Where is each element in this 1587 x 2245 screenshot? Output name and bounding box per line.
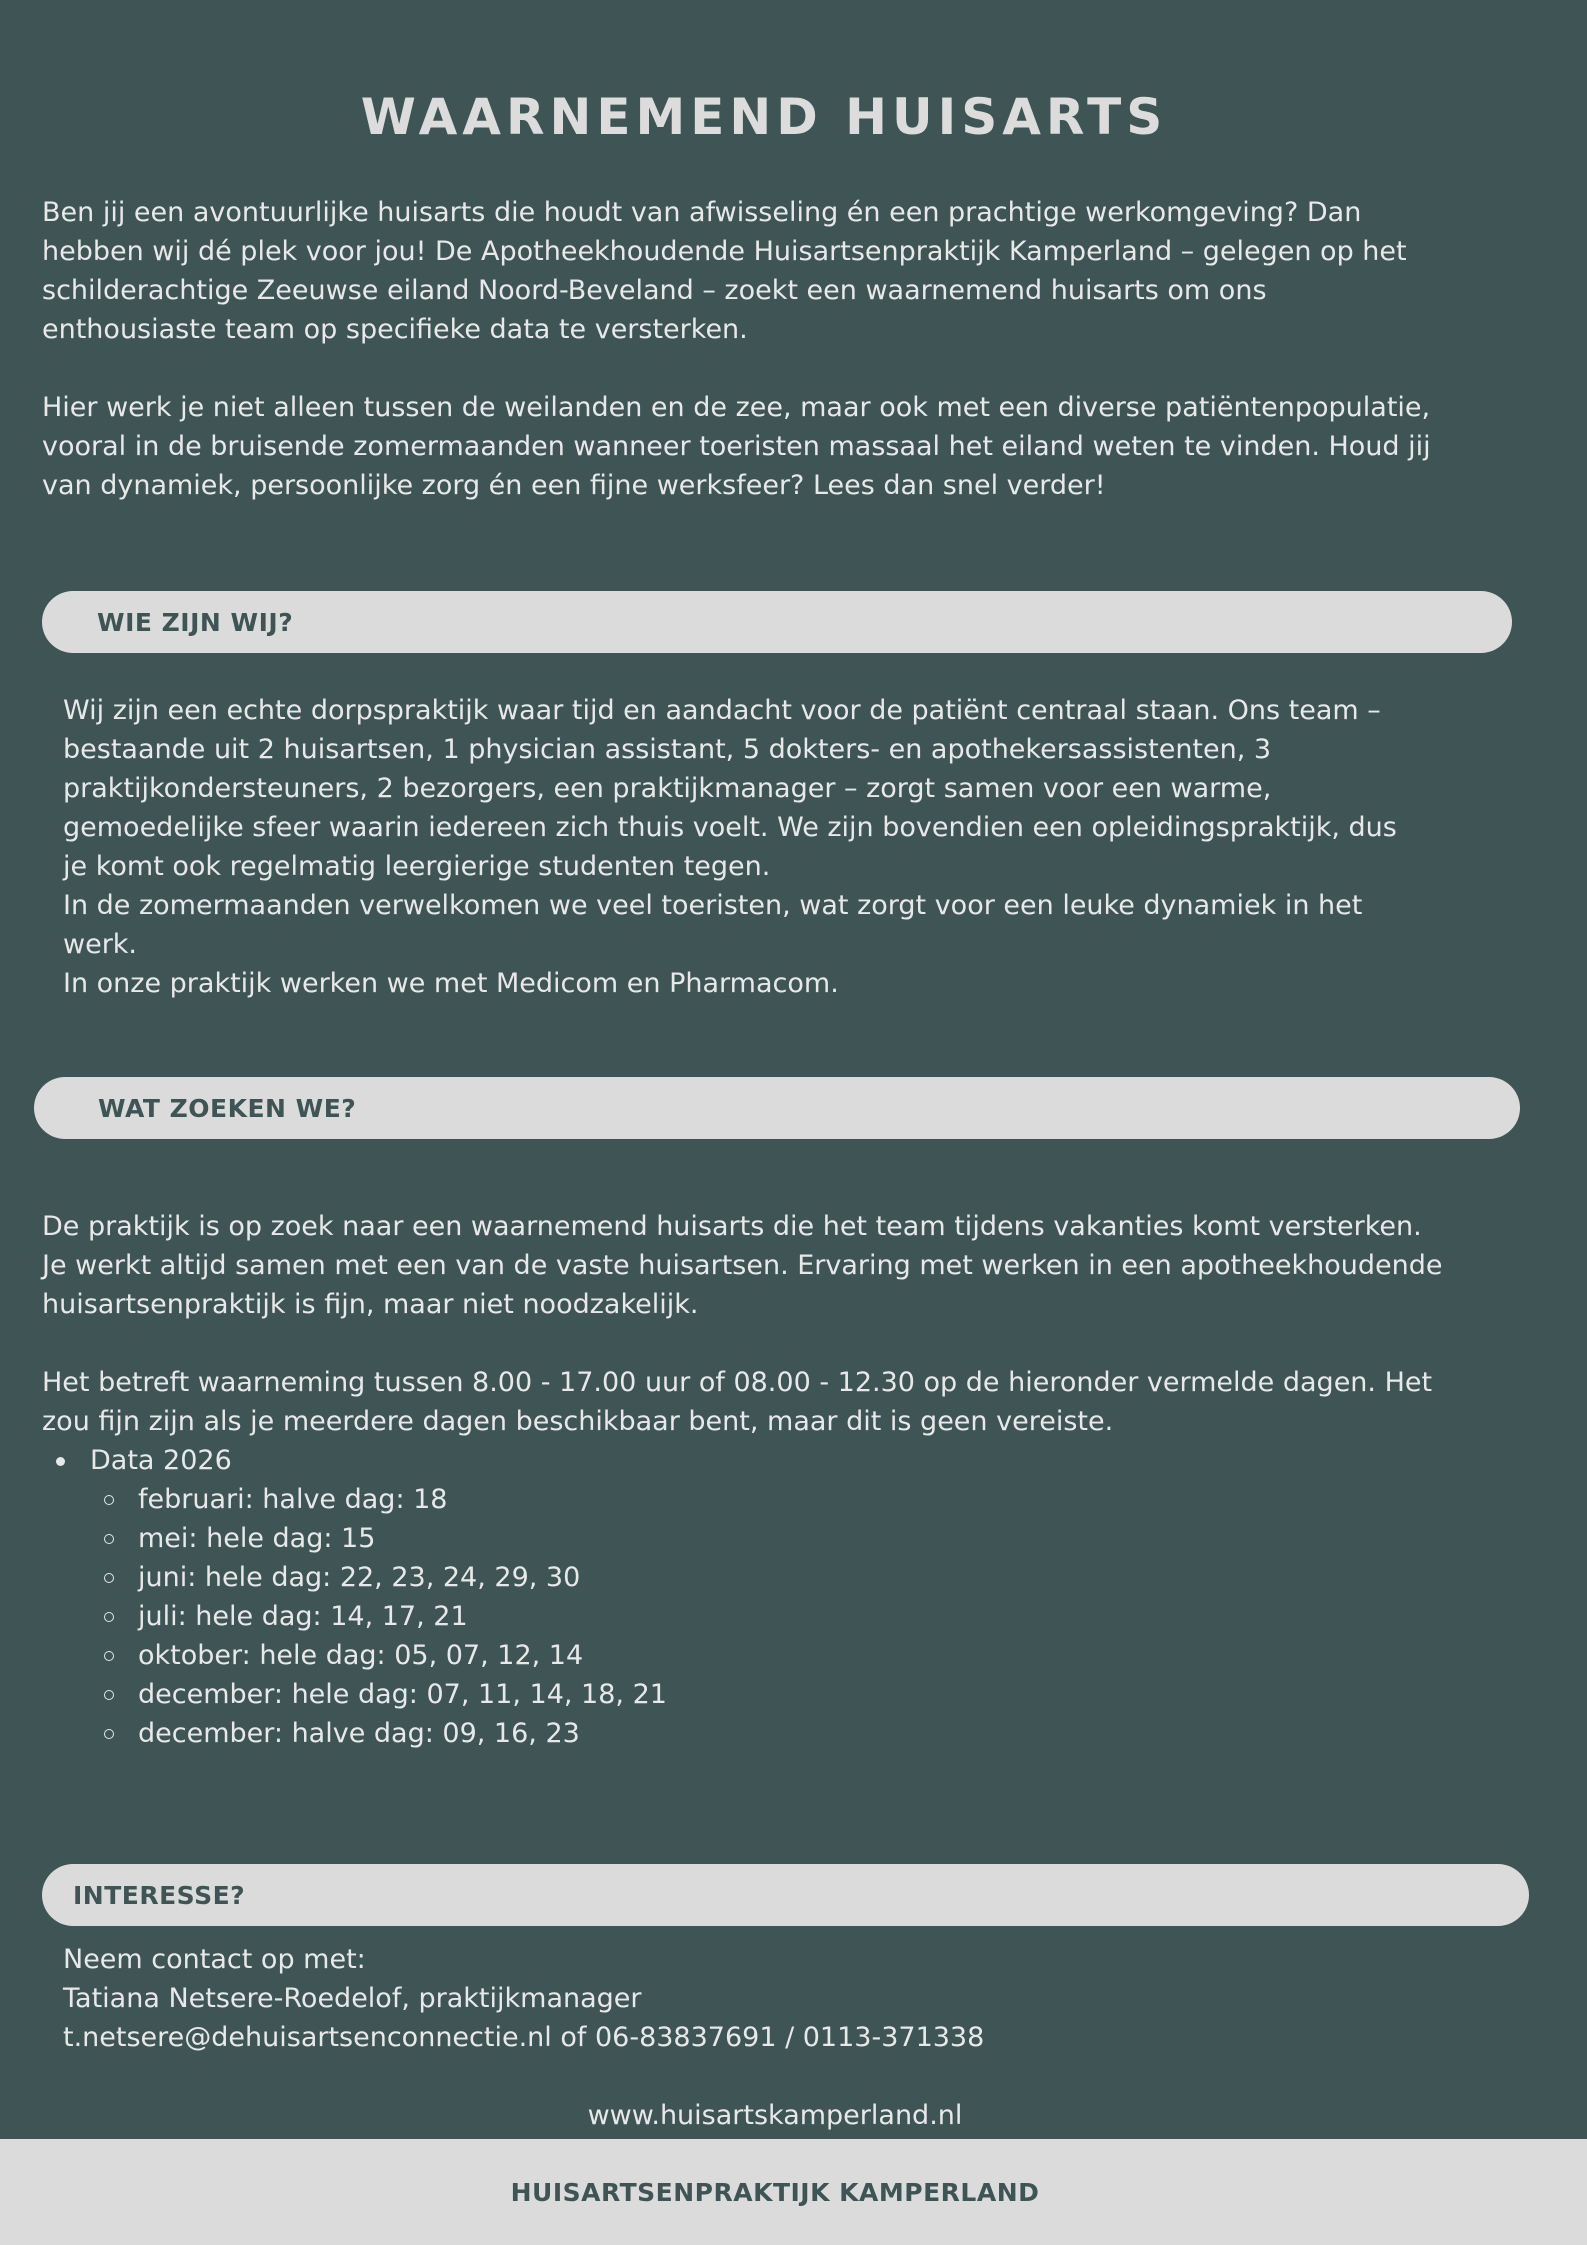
section-header-interesse — [42, 1864, 1529, 1926]
footer-bar — [0, 2139, 1587, 2245]
contact-line: Neem contact op met: — [63, 1944, 366, 1975]
wat-zoeken-we-paragraph-2 — [42, 1363, 1432, 1441]
page-title: WAARNEMEND HUISARTS — [360, 88, 1168, 146]
wat-line: huisartsenpraktijk is fijn, maar niet noodzakelijk. — [42, 1289, 699, 1320]
wie-line: werk. — [63, 929, 138, 960]
wie-line: gemoedelijke sfeer waarin iedereen zich thuis voelt. We zijn bovendien een opleidingspraktijk, dus — [63, 812, 1397, 843]
intro-line: enthousiaste team op specifieke data te versterken. — [42, 314, 748, 345]
wat-line: De praktijk is op zoek naar een waarnemend huisarts die het team tijdens vakanties komt versterken. — [42, 1211, 1422, 1242]
section-header-wat-zoeken-we — [34, 1077, 1520, 1139]
intro-line: hebben wij dé plek voor jou! De Apotheekhoudende Huisartsenpraktijk Kamperland – gelegen op het — [42, 236, 1407, 267]
section-heading: WAT ZOEKEN WE? — [98, 1093, 357, 1123]
wat-line: Het betreft waarneming tussen 8.00 - 17.00 uur of 08.00 - 12.30 op de hieronder vermelde dagen. Het — [42, 1367, 1433, 1398]
wie-line: bestaande uit 2 huisartsen, 1 physician assistant, 5 dokters- en apothekersassistenten, 3 — [63, 734, 1272, 765]
footer-label: HUISARTSENPRAKTIJK KAMPERLAND — [510, 2177, 1040, 2207]
contact-email[interactable]: t.netsere@dehuisartsenconnectie.nl of 06-83837691 / 0113-371338 — [63, 2022, 985, 2053]
contact-line: Tatiana Netsere-Roedelof, praktijkmanager — [63, 1983, 642, 2014]
intro-paragraph-2 — [42, 388, 1431, 505]
intro-line: Hier werk je niet alleen tussen de weilanden en de zee, maar ook met een diverse patiëntenpopulatie, — [42, 392, 1431, 423]
list-item: Data 2026 — [42, 1441, 667, 1480]
date-item: mei: hele dag: 15 — [42, 1519, 667, 1558]
intro-line: Ben jij een avontuurlijke huisarts die houdt van afwisseling én een prachtige werkomgeving? Dan — [42, 197, 1362, 228]
wat-line: zou fijn zijn als je meerdere dagen beschikbaar bent, maar dit is geen vereiste. — [42, 1406, 1114, 1437]
section-header-wie-zijn-wij — [42, 591, 1512, 653]
intro-line: vooral in de bruisende zomermaanden wanneer toeristen massaal het eiland weten te vinden. Houd jij — [42, 431, 1431, 462]
intro-line: schilderachtige Zeeuwse eiland Noord-Beveland – zoekt een waarnemend huisarts om ons — [42, 275, 1267, 306]
date-item: december: hele dag: 07, 11, 14, 18, 21 — [42, 1675, 667, 1714]
dates-list — [42, 1441, 667, 1753]
intro-paragraph-1 — [42, 193, 1407, 349]
wat-zoeken-we-paragraph-1 — [42, 1207, 1442, 1324]
wie-line: je komt ook regelmatig leergierige studenten tegen. — [63, 851, 771, 882]
date-item: oktober: hele dag: 05, 07, 12, 14 — [42, 1636, 667, 1675]
contact-paragraph — [63, 1940, 984, 2057]
website-link[interactable]: www.huisartskamperland.nl — [587, 2100, 963, 2131]
wie-line: In onze praktijk werken we met Medicom en Pharmacom. — [63, 968, 839, 999]
wie-line: Wij zijn een echte dorpspraktijk waar tijd en aandacht voor de patiënt centraal staan. Ons team – — [63, 695, 1381, 726]
date-item: juli: hele dag: 14, 17, 21 — [42, 1597, 667, 1636]
date-item: juni: hele dag: 22, 23, 24, 29, 30 — [42, 1558, 667, 1597]
wie-line: praktijkondersteuners, 2 bezorgers, een praktijkmanager – zorgt samen voor een warme, — [63, 773, 1272, 804]
wie-zijn-wij-paragraph — [63, 691, 1397, 1003]
section-heading: INTERESSE? — [73, 1880, 246, 1910]
wie-line: In de zomermaanden verwelkomen we veel toeristen, wat zorgt voor een leuke dynamiek in het — [63, 890, 1363, 921]
date-item: februari: halve dag: 18 — [42, 1480, 667, 1519]
intro-line: van dynamiek, persoonlijke zorg én een fijne werksfeer? Lees dan snel verder! — [42, 470, 1106, 501]
section-heading: WIE ZIJN WIJ? — [97, 607, 294, 637]
wat-line: Je werkt altijd samen met een van de vaste huisartsen. Ervaring met werken in een apotheekhoudende — [42, 1250, 1443, 1281]
date-item: december: halve dag: 09, 16, 23 — [42, 1714, 667, 1753]
